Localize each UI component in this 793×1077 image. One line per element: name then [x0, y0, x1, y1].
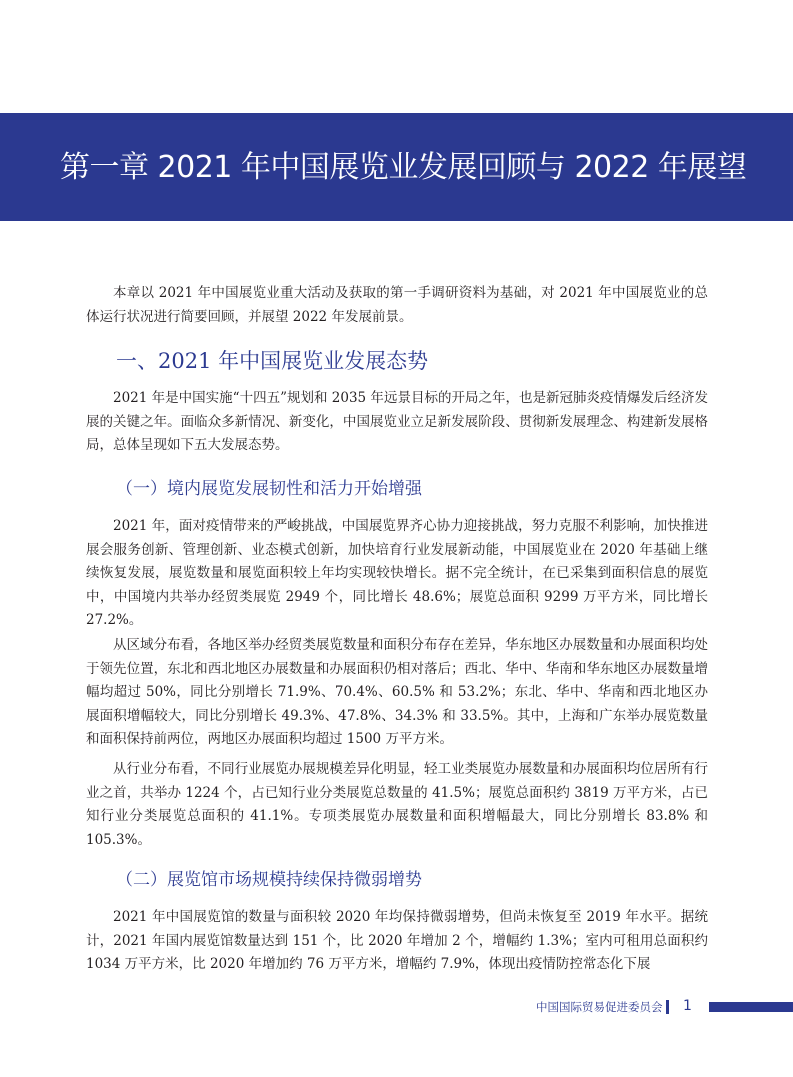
footer-separator [666, 1000, 669, 1014]
section-heading: 一、2021 年中国展览业发展态势 [116, 349, 429, 373]
page-number: 1 [683, 998, 692, 1014]
subsection-heading-2: （二）展览馆市场规模持续保持微弱增势 [116, 870, 422, 890]
body-paragraph-2: 从区域分布看，各地区举办经贸类展览数量和面积分布存在差异，华东地区办展数量和办展面积均处于领先位置，东北和西北地区办展数量和办展面积仍相对落后；西北、华中、华南和华东地区办展数量增幅均超过 50%，同比分别增长 71.9%、70.4%、60.5% 和 53.2%；东北、华中、华南和西北地区办展面积增幅较大，同比分别增长 49.3%、47.8%、34.3% 和 33.5%。其中，上海和广东举办展览数量和面积保持前两位，两地区办展面积均超过 1500 万平方米。 [86, 637, 708, 747]
subsection-heading-1: （一）境内展览发展韧性和活力开始增强 [116, 479, 422, 499]
section-paragraph: 2021 年是中国实施“十四五”规划和 2035 年远景目标的开局之年，也是新冠肺炎疫情爆发后经济发展的关键之年。面临众多新情况、新变化，中国展览业立足新发展阶段、贯彻新发展理念、构建新发展格局，总体呈现如下五大发展态势。 [86, 390, 708, 453]
footer-accent-bar [709, 1002, 793, 1012]
footer-organization: 中国国际贸易促进委员会 [536, 1000, 663, 1014]
body-paragraph-4: 2021 年中国展览馆的数量与面积较 2020 年均保持微弱增势，但尚未恢复至 2019 年水平。据统计，2021 年国内展览馆数量达到 151 个，比 2020 年增加 2 个，增幅约 1.3%；室内可租用总面积约 1034 万平方米，比 2020 年增加约 76 万平方米，增幅约 7.9%，体现出疫情防控常态化下展 [86, 909, 708, 972]
body-paragraph-3: 从行业分布看，不同行业展览办展规模差异化明显，轻工业类展览办展数量和办展面积均位居所有行业之首，共举办 1224 个，占已知行业分类展览总数量的 41.5%；展览总面积约 3819 万平方米，占已知行业分类展览总面积的 41.1%。专项类展览办展数量和面积增幅最大，同比分别增长 83.8% 和 105.3%。 [86, 761, 708, 848]
body-paragraph-1: 2021 年，面对疫情带来的严峻挑战，中国展览界齐心协力迎接挑战，努力克服不利影响，加快推进展会服务创新、管理创新、业态模式创新，加快培育行业发展新动能，中国展览业在 2020 年基础上继续恢复发展，展览数量和展览面积较上年均实现较快增长。据不完全统计，在已采集到面积信息的展览中，中国境内共举办经贸类展览 2949 个，同比增长 48.6%；展览总面积 9299 万平方米，同比增长 27.2%。 [86, 518, 708, 628]
intro-paragraph: 本章以 2021 年中国展览业重大活动及获取的第一手调研资料为基础，对 2021 年中国展览业的总体运行状况进行简要回顾，并展望 2022 年发展前景。 [86, 285, 708, 325]
chapter-title: 第一章 2021 年中国展览业发展回顾与 2022 年展望 [60, 150, 747, 185]
